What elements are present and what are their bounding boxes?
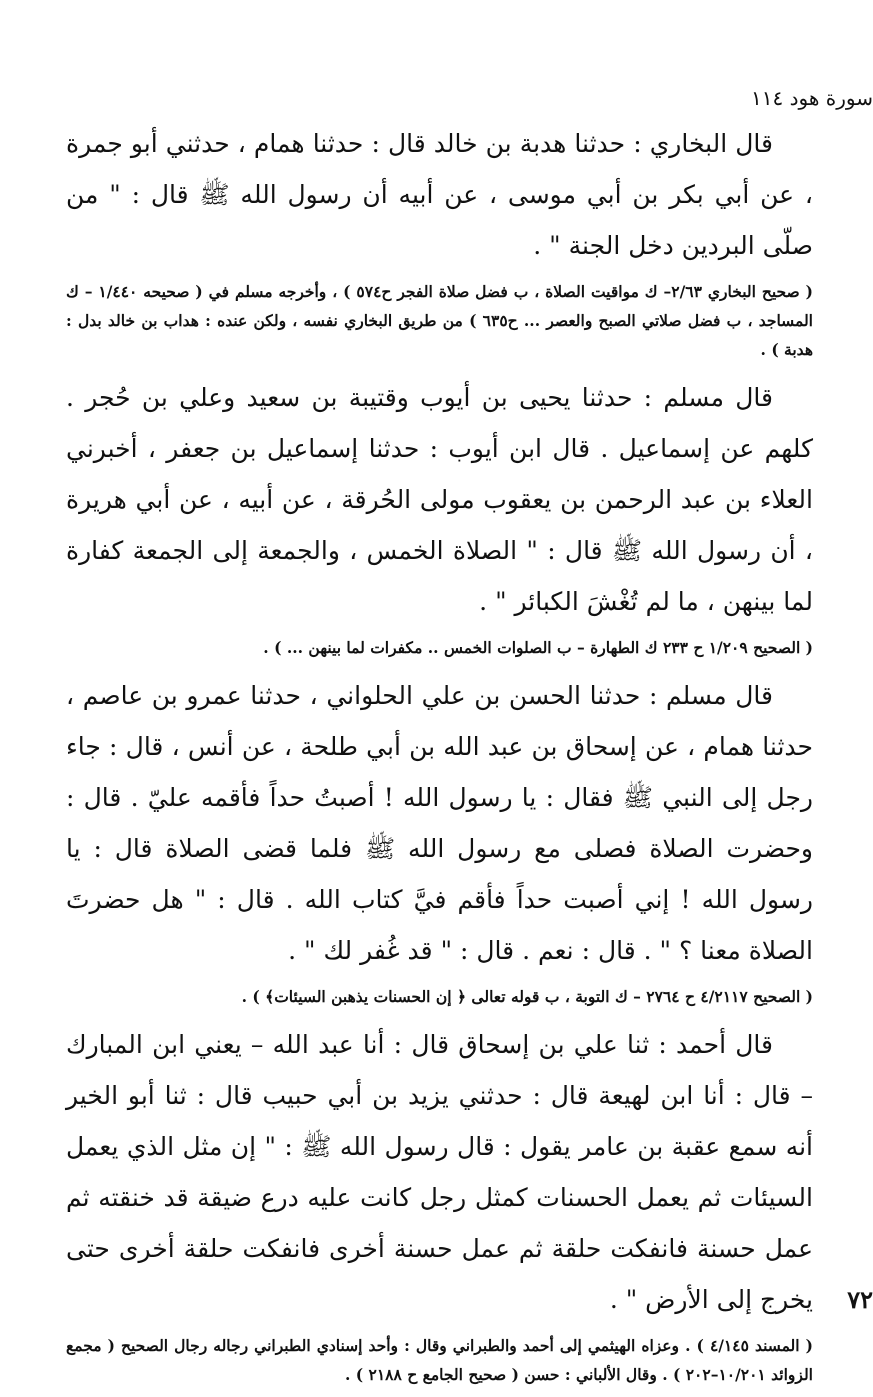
footnote-reference: ( صحيح البخاري ٢/٦٣– ك مواقيت الصلاة ، ب فضل صلاة الفجر ح٥٧٤ ) ، وأخرجه مسلم في ( صحيحه ١/٤٤٠ – ك المساجد ، ب فضل صلاتي الصبح والعصر ... ح٦٣٥ ) من طريق البخاري نفسه ، ولكن عنده : هداب بن خالد بدل : هدبة ) . <box>66 282 813 359</box>
footnote-reference: ( المسند ٤/١٤٥ ) . وعزاه الهيثمي إلى أحمد والطبراني وقال : وأحد إسنادي الطبراني رجاله رجال الصحيح ( مجمع الزوائد ١٠/٢٠١–٢٠٢ ) . وقال الألباني : حسن ( صحيح الجامع ح ٢١٨٨ ) . <box>66 1336 813 1384</box>
hadith-text: قال مسلم : حدثنا الحسن بن علي الحلواني ، حدثنا عمرو بن عاصم ، حدثنا همام ، عن إسحاق بن عبد الله بن أبي طلحة ، عن أنس ، قال : جاء رجل إلى النبي ﷺ فقال : يا رسول الله ! أصبتُ حداً فأقمه عليّ . قال : وحضرت الصلاة فصلى مع رسول الله ﷺ فلما قضى الصلاة قال : يا رسول الله ! إني أصبت حداً فأقم فيَّ كتاب الله . قال : " هل حضرتَ الصلاة معنا ؟ " . قال : نعم . قال : " قد غُفر لك " . <box>66 681 813 965</box>
footnote-reference: ( الصحيح ٤/٢١١٧ ح ٢٧٦٤ – ك التوبة ، ب قوله تعالى ﴿ إن الحسنات يذهبن السيئات﴾ ) . <box>241 987 813 1006</box>
hadith-text: قال البخاري : حدثنا هدبة بن خالد قال : حدثنا همام ، حدثني أبو جمرة ، عن أبي بكر بن أبي موسى ، عن أبيه أن رسول الله ﷺ قال : " من صلّى البردين دخل الجنة " . <box>66 129 813 260</box>
hadith-text: قال مسلم : حدثنا يحيى بن أيوب وقتيبة بن سعيد وعلي بن حُجر . كلهم عن إسماعيل . قال ابن أيوب : حدثنا إسماعيل بن جعفر ، أخبرني العلاء بن عبد الرحمن بن يعقوب مولى الحُرقة ، عن أبيه ، عن أبي هريرة ، أن رسول الله ﷺ قال : " الصلاة الخمس ، والجمعة إلى الجمعة كفارة لما بينهن ، ما لم تُغْشَ الكبائر " . <box>66 383 813 616</box>
page-content <box>66 118 813 1397</box>
hadith-text: قال أحمد : ثنا علي بن إسحاق قال : أنا عبد الله – يعني ابن المبارك – قال : أنا ابن لهيعة قال : حدثني يزيد بن أبي حبيب قال : ثنا أبو الخير أنه سمع عقبة بن عامر يقول : قال رسول الله ﷺ : " إن مثل الذي يعمل السيئات ثم يعمل الحسنات كمثل رجل كانت عليه درع ضيقة قد خنقته ثم عمل حسنة فانفكت حلقة ثم عمل حسنة أخرى فانفكت حلقة أخرى حتى يخرج إلى الأرض " . <box>66 1030 813 1314</box>
running-header: سورة هود ١١٤ <box>751 86 873 110</box>
page-number: ٧٢ <box>847 1285 873 1314</box>
footnote-reference: ( الصحيح ١/٢٠٩ ح ٢٣٣ ك الطهارة – ب الصلوات الخمس .. مكفرات لما بينهن ... ) . <box>263 638 813 657</box>
